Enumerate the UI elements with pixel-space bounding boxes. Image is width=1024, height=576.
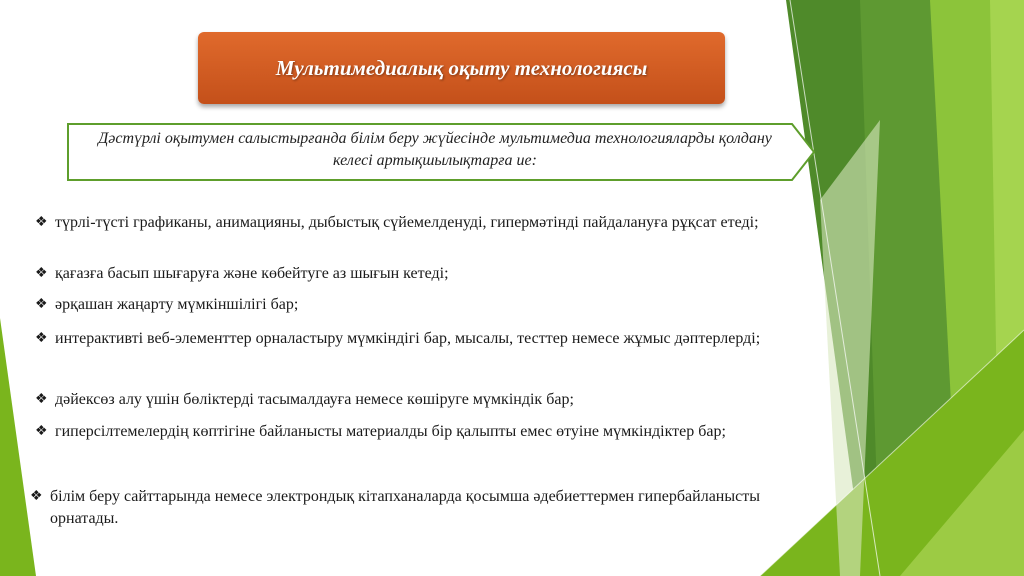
title-banner (198, 32, 725, 104)
diamond-bullet-icon: ❖ (35, 266, 48, 281)
diamond-bullet-icon: ❖ (35, 331, 48, 346)
diamond-bullet-icon: ❖ (35, 215, 48, 230)
diamond-bullet-icon: ❖ (35, 392, 48, 407)
diamond-bullet-icon: ❖ (35, 424, 48, 439)
subtitle-text: Дәстүрлі оқытумен салыстырғанда білім беру жүйесінде мультимедиа технологияларды қолдану келесі артықшылықтарға ие: (98, 130, 772, 169)
diamond-bullet-icon: ❖ (30, 489, 43, 504)
diamond-bullet-icon: ❖ (35, 297, 48, 312)
page-title: Мультимедиалық оқыту технологиясы (275, 55, 648, 80)
